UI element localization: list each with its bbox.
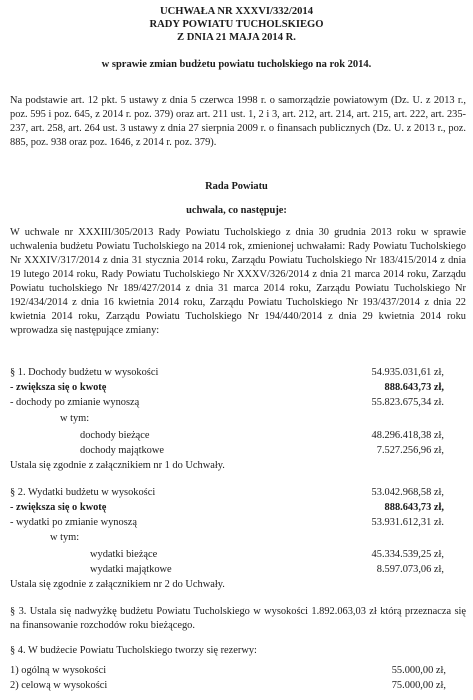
s4-targeted-value: 75.000,00 zł,	[391, 680, 446, 691]
s1-increase: - zwiększa się o kwotę	[10, 382, 107, 393]
s1-after-row	[10, 396, 466, 410]
s1-title-value: 54.935.031,61 zł,	[371, 367, 444, 378]
s2-current: wydatki bieżące	[90, 549, 158, 560]
s2-capital: wydatki majątkowe	[90, 564, 172, 575]
s4-title: § 4. W budżecie Powiatu Tucholskiego tworzy się rezerwy:	[10, 645, 257, 656]
s1-after-value: 55.823.675,34 zł.	[371, 397, 444, 408]
s2-current-row	[10, 548, 466, 562]
s2-capital-row	[10, 563, 466, 577]
s2-capital-value: 8.597.073,06 zł,	[376, 564, 444, 575]
intro-text: W uchwale nr XXXIII/305/2013 Rady Powiatu Tucholskiego z dnia 30 grudnia 2013 roku w sprawie uchwalenia budżetu Powiatu Tucholskiego na 2014 rok, zmienionej uchwałami: Rady Powiatu Tucholskiego Nr XXXIV/317/2014 z dnia 31 stycznia 2014 roku, Zarządu Powiatu Tucholskiego Nr 183/415/2014 z dnia 19 lutego 2014 roku, Rady Powiatu Tucholskiego Nr XXXV/326/2014 z dnia 21 marca 2014 roku, Zarządu Powiatu tucholskiego Nr 189/427/2014 z dnia 31 marca 2014 roku, Zarządu Powiatu Tucholskiego Nr 192/434/2014 z dnia 16 kwietnia 2014 roku, Zarządu Powiatu Tucholskiego Nr 193/437/2014 z dnia 22 kwietnia 2014 roku, Zarządu Powiatu Tucholskiego Nr 194/440/2014 z dnia 29 kwietnia 2014 roku wprowadza się następujące zmiany:	[10, 227, 466, 336]
issuing-body: RADY POWIATU TUCHOLSKIEGO	[149, 19, 324, 30]
s4-targeted: 2) celową w wysokości	[10, 680, 108, 691]
s1-increase-value: 888.643,73 zł,	[384, 382, 444, 393]
s2-title-row	[10, 486, 466, 500]
s2-increase-row	[10, 501, 466, 515]
s3-paragraph	[10, 605, 466, 633]
s2-annex: Ustala się zgodnie z załącznikiem nr 2 do Uchwały.	[10, 579, 225, 590]
resolution-number: UCHWAŁA NR XXXVI/332/2014	[159, 6, 314, 17]
s1-capital-row	[10, 444, 466, 458]
legal-basis-text: Na podstawie art. 12 pkt. 5 ustawy z dnia 5 czerwca 1998 r. o samorządzie powiatowym (Dz. U. z 2013 r., poz. 595 i poz. 645, z 2014 r. poz. 379) oraz art. 211 ust. 1, 2 i 3, art. 212, art. 214, art. 215, art. 222, art. 235-237, art. 258, art. 264 ust. 3 ustawy z dnia 27 sierpnia 2009 r. o finansach publicznych (Dz. U. z 2013 r., poz. 885, poz. 938 oraz poz. 1646, z 2014 r. poz. 379).	[10, 95, 466, 148]
council-heading: Rada Powiatu	[205, 181, 268, 192]
s4-general-row	[10, 664, 466, 678]
s2-including-row	[10, 531, 466, 545]
legal-basis-paragraph	[10, 94, 466, 150]
s2-current-value: 45.334.539,25 zł,	[371, 549, 444, 560]
s2-after: - wydatki po zmianie wynoszą	[10, 517, 137, 528]
s4-general: 1) ogólną w wysokości	[10, 665, 107, 676]
s3-text: § 3. Ustala się nadwyżkę budżetu Powiatu Tucholskiego w wysokości 1.892.063,03 zł którą przeznacza się na finansowanie rozchodów roku bieżącego.	[10, 606, 466, 631]
s1-annex-row	[10, 459, 466, 473]
s2-including: w tym:	[50, 532, 80, 543]
s4-general-value: 55.000,00 zł,	[391, 665, 446, 676]
s1-current: dochody bieżące	[80, 430, 150, 441]
resolution-date: Z DNIA 21 MAJA 2014 R.	[177, 32, 296, 43]
s4-title-row	[10, 644, 466, 658]
s1-current-value: 48.296.418,38 zł,	[371, 430, 444, 441]
s1-annex: Ustala się zgodnie z załącznikiem nr 1 do Uchwały.	[10, 460, 225, 471]
s2-increase-value: 888.643,73 zł,	[384, 502, 444, 513]
s2-after-row	[10, 516, 466, 530]
s1-capital-value: 7.527.256,96 zł,	[376, 445, 444, 456]
resolution-subject: w sprawie zmian budżetu powiatu tucholskiego na rok 2014.	[101, 59, 372, 70]
s2-annex-row	[10, 578, 466, 592]
s2-title-value: 53.042.968,58 zł,	[371, 487, 444, 498]
intro-paragraph	[10, 226, 466, 338]
s1-title: § 1. Dochody budżetu w wysokości	[10, 367, 159, 378]
s1-including: w tym:	[60, 413, 90, 424]
s1-increase-row	[10, 381, 466, 395]
s2-title: § 2. Wydatki budżetu w wysokości	[10, 487, 156, 498]
s1-capital: dochody majątkowe	[80, 445, 164, 456]
s4-targeted-row	[10, 679, 466, 693]
s1-including-row	[10, 412, 466, 426]
s1-current-row	[10, 429, 466, 443]
s2-after-value: 53.931.612,31 zł.	[371, 517, 444, 528]
resolves-heading: uchwala, co następuje:	[186, 205, 287, 216]
s1-after: - dochody po zmianie wynoszą	[10, 397, 140, 408]
s2-increase: - zwiększa się o kwotę	[10, 502, 107, 513]
s1-title-row	[10, 366, 466, 380]
